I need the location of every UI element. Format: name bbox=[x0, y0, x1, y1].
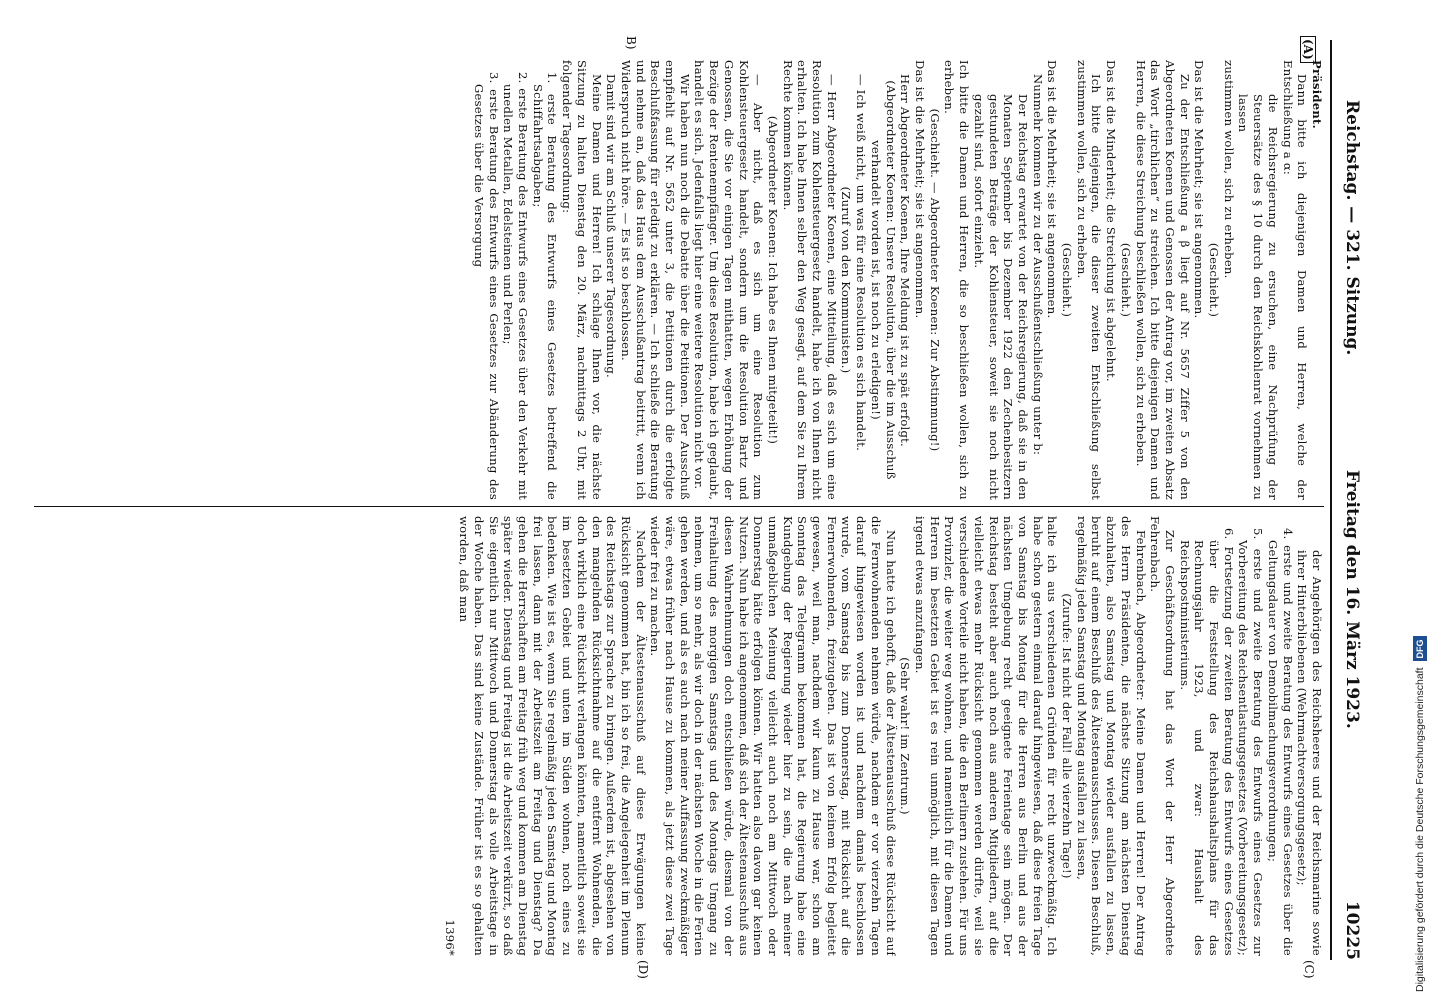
header-left: Reichstag. — 321. Sitzung. bbox=[1342, 100, 1362, 356]
page-header bbox=[1334, 40, 1368, 960]
right-column bbox=[34, 516, 1324, 956]
paragraph: Das ist die Mehrheit; sie ist angenommen. bbox=[1045, 60, 1060, 319]
margin-marker-d: (D) bbox=[636, 960, 650, 979]
agenda-item: 2. erste Beratung des Entwurfs eines Gesetzes über den Verkehr mit unedlen Metallen, Edelsteinen und Perlen; bbox=[501, 72, 531, 500]
paragraph: halte ich aus verschiedenen Gründen für recht unzweckmäßig. Ich habe schon gestern einmal darauf hingewiesen, daß diese freien Tage von Samstag bis Montag für die Herren aus Berlin und aus der nächsten Umgebung recht geeignete Ferientage sein mögen. Der Reichstag besteht aber auch noch aus anderen Mitgliedern, auf die vielleicht etwas mehr Rücksicht genommen werden dürfte, weil sie verschiedene Vorteile nicht haben, die den Berlinern zustehen. Für uns Provinzler, die weiter weg wohnen, und namentlich für die Damen und Herren im besetzten Gebiet ist es rein unmöglich, mit diesen Tagen irgend etwas anzufangen. bbox=[913, 516, 1060, 956]
stage-note: (Zuruf von den Kommunisten.) bbox=[839, 186, 854, 374]
margin-marker-c: (C) bbox=[1302, 960, 1316, 979]
paragraph: Herr Abgeordneter Koenen, Ihre Meldung ist zu spät erfolgt. bbox=[898, 74, 913, 447]
stage-note: (Geschieht.) bbox=[1060, 242, 1075, 318]
stage-note: (Abgeordneter Koenen: Ich habe es Ihnen mitgeteilt!) bbox=[765, 115, 780, 445]
paragraph: Dann bitte ich diejenigen Damen und Herren, welche der Entschließung a α: bbox=[1280, 60, 1310, 500]
stage-note: (Geschieht. — Abgeordneter Koenen: Zur Abstimmung!) bbox=[927, 108, 942, 452]
stage-note: (Geschieht.) bbox=[1207, 242, 1222, 318]
agenda-item: 1. erste Beratung des Entwurfs eines Gesetzes betreffend die Schiffahrtsabgaben; bbox=[530, 72, 560, 500]
quoted-resolution: die Reichsregierung zu ersuchen, eine Nachprüfung der Steuersätze des § 10 durch den Reichskohlenrat vornehmen zu lassen bbox=[1236, 94, 1280, 500]
paragraph: Ich bitte diejenigen, die dieser zweiten Entschließung selbst zustimmen wollen, sich zu erheben. bbox=[1074, 60, 1104, 500]
header-rule bbox=[1330, 40, 1332, 960]
paragraph: Das ist die Mehrheit; sie ist angenommen. bbox=[1192, 60, 1207, 319]
signature-mark: 1396* bbox=[442, 919, 457, 956]
paragraph: Nunmehr kommen wir zu der Ausschußentschließung unter b: bbox=[1030, 74, 1045, 456]
margin-marker-b: B) bbox=[624, 36, 638, 50]
agenda-item: der Angehörigen des Reichsheeres und der Reichsmarine sowie ihrer Hinterbliebenen (Wehrmachtversorgungsgesetz); bbox=[1295, 550, 1324, 956]
paragraph: Das ist die Minderheit; die Streichung ist abgelehnt. bbox=[1104, 60, 1119, 382]
digitization-strip bbox=[1406, 0, 1434, 1000]
paragraph: Das ist die Mehrheit; sie ist angenommen. bbox=[913, 60, 928, 319]
speech-fehrenbach: Fehrenbach, Abgeordneter: Meine Damen und Herren! Der Antrag des Herrn Präsidenten, die nächste Sitzung am nächsten Dienstag abzuhalten, also Samstag und Montag wieder ausfallen zu lassen, beruht auf einem Beschluß des Ältestenausschusses. Diesen Beschluß, regelmäßig jeden Samstag und Montag ausfallen zu lassen, bbox=[1074, 516, 1148, 956]
paragraph: zustimmen wollen, sich zu erheben. bbox=[1221, 60, 1236, 279]
page-number: 10225 bbox=[1342, 900, 1362, 960]
stage-note: (Zurufe: Ist nicht der Fall! alle vierzehn Tage!) bbox=[1060, 593, 1075, 879]
paragraph: Nun hatte ich gehofft, daß der Ältestenausschuß diese Rücksicht auf die Fernwohnenden nehmen würde, nachdem er vor vierzehn Tagen darauf hingewiesen worden ist und nachdem damals beschlossen wurde, vom Samstag bis zum Donnerstag, mit Rücksicht auf die Fernerwohnenden, freizugeben. Das ist von keinem Erfolg begleitet gewesen, weil man, nachdem wir kaum zu Hause war, schon am Sonntag das Telegramm bekommen hat, die Regierung habe eine Kundgebung der Regierung wieder hier zu sein, die nach meiner unmaßgeblichen Meinung vielleicht auch noch am Mittwoch oder Donnerstag hätte erfolgen können. Wir hatten also davon gar keinen Nutzen. Nun habe ich angenommen, daß sich der Ältestenausschuß aus diesen Wahrnehmungen doch entschließen würde, diesmal von der Freihaltung des morgigen Samstags und des Montags Umgang zu nehmen, um so mehr, als wir doch in der nächsten Woche in die Ferien gehen werden, und als es auch nach meiner Auffassung zweckmäßiger wäre, etwas früher nach Hause zu kommen, als jetzt diese zwei Tage wieder frei zu machen. bbox=[648, 516, 898, 956]
paragraph: Meine Damen und Herren! Ich schlage Ihnen vor, die nächste Sitzung zu halten Dienstag den 20. März, nachmittags 2 Uhr, mit folgender Tagesordnung: bbox=[560, 60, 604, 500]
stage-note: (Abgeordneter Koenen: Unsere Resolution, über die im Ausschuß verhandelt worden ist, ist noch zu erledigen!) bbox=[868, 80, 898, 480]
agenda-item: 4. erste und zweite Beratung des Entwurfs eines Gesetzes über die Geltungsdauer von Demobilmachungsverordnungen; bbox=[1265, 528, 1295, 956]
quoted-resolution: Der Reichstag erwartet von der Reichsregierung, daß sie in den Monaten September bis Dezember 1922 den Zechenbesitzern gestundeten Beträge der Kohlensteuer, soweit sie noch nicht gezahlt sind, sofort einzieht. bbox=[971, 94, 1030, 500]
paragraph: — Herr Abgeordneter Koenen, eine Mitteilung, daß es sich um eine Resolution zum Kohlensteuergesetz handelt, habe ich von Ihnen nicht erhalten. Ich habe Ihnen selber den Weg gesagt, auf dem Sie zu Ihrem Rechte kommen können. bbox=[780, 60, 839, 500]
stage-note: (Geschieht.) bbox=[1118, 242, 1133, 318]
stage-note: (Sehr wahr! im Zentrum.) bbox=[898, 657, 913, 815]
header-date: Freitag den 16. März 1923. bbox=[1342, 470, 1362, 729]
paragraph: Damit sind wir am Schluß unserer Tagesordnung. bbox=[604, 74, 619, 378]
agenda-item: 5. erste und zweite Beratung des Entwurfs eines Gesetzes zur Vorbereitung des Reichsentlastungsgesetzes (Vorbereitungsgesetz); bbox=[1236, 528, 1266, 956]
paragraph: Wir haben nun noch die Debatte über die Petitionen. Der Ausschuß empfiehlt auf Nr. 5652 unter 3, die Petitionen durch die erfolgte Beschlußfassung für erledigt zu erklären. — Ich schließe die Beratung und nehme an, daß das Haus dem Ausschußantrag beitritt, wenn ich Widerspruch nicht höre. — Es ist so beschlossen. bbox=[618, 60, 692, 500]
column-divider bbox=[34, 506, 1324, 507]
paragraph: — Ich weiß nicht, um was für eine Resolution es sich handelt. bbox=[854, 74, 869, 452]
left-column bbox=[34, 60, 1324, 500]
paragraph: Nachdem der Ältestenausschuß auf diese Erwägungen keine Rücksicht genommen hat, bin ich so frei, die Angelegenheit im Plenum des Reichstags zur Sprache zu bringen. Außerdem ist, abgesehen von den mangelnden Rücksichtnahme auf die entfernt Wohnenden, die doch wirklich eine Rücksicht verlangen könnten, namentlich soweit sie im besetzten Gebiet und unten im Süden wohnen, noch eines zu bedenken. Wie ist es, wenn Sie regelmäßig jeden Samstag und Montag frei lassen, dann mit der Arbeitszeit am Freitag und Dienstag? Da gehen die Herrschaften am Freitag früh weg und kommen am Dienstag später wieder. Dienstag und Freitag ist die Arbeitszeit verkürzt, so daß Sie eigentlich nur Mittwoch und Donnerstag als volle Arbeitstage in der Woche haben. Das sind keine Zustände. Früher ist es so gehalten worden, daß man bbox=[457, 516, 648, 956]
digitization-note: Digitalisierung gefördert durch die Deutsche Forschungsgemeinschaft bbox=[1414, 667, 1426, 992]
paragraph: Zu der Entschließung a β liegt auf Nr. 5657 Ziffer 5 von den Abgeordneten Koenen und Genossen der Antrag vor, im zweiten Absatz das Wort „tirchlichen“ zu streichen. Ich bitte diejenigen Damen und Herren, die diese Streichung beschließen wollen, sich zu erheben. bbox=[1133, 60, 1192, 500]
paragraph: Zur Geschäftsordnung hat das Wort der Herr Abgeordnete Fehrenbach. bbox=[1148, 516, 1177, 956]
paragraph: — Aber nicht, daß es sich um eine Resolution zum Kohlensteuergesetz handelt, sondern um die Resolution Bartz und Genossen, die Sie vor einigen Tagen mithatten, wegen Erhöhung der Bezüge der Rentenempfänger. Um diese Resolution, habe ich geglaubt, handelt es sich. Jedenfalls liegt hier eine weitere Resolution nicht vor. bbox=[692, 60, 766, 500]
paragraph: Präsident. bbox=[1310, 60, 1324, 129]
margin-marker-a: (A) bbox=[1300, 36, 1316, 63]
agenda-item: 3. erste Beratung des Entwurfs eines Gesetzes zur Abänderung des Gesetzes über die Versorgung bbox=[471, 72, 501, 500]
agenda-item: 6. Fortsetzung der zweiten Beratung des Entwurfs eines Gesetzes über die Feststellung des Reichshaushaltsplans für das Rechnungsjahr 1923, und zwar: Haushalt des Reichspostministeriums. bbox=[1177, 528, 1236, 956]
paragraph: Ich bitte die Damen und Herren, die so beschließen wollen, sich zu erheben. bbox=[942, 60, 972, 500]
dfg-logo: DFG bbox=[1413, 636, 1427, 661]
